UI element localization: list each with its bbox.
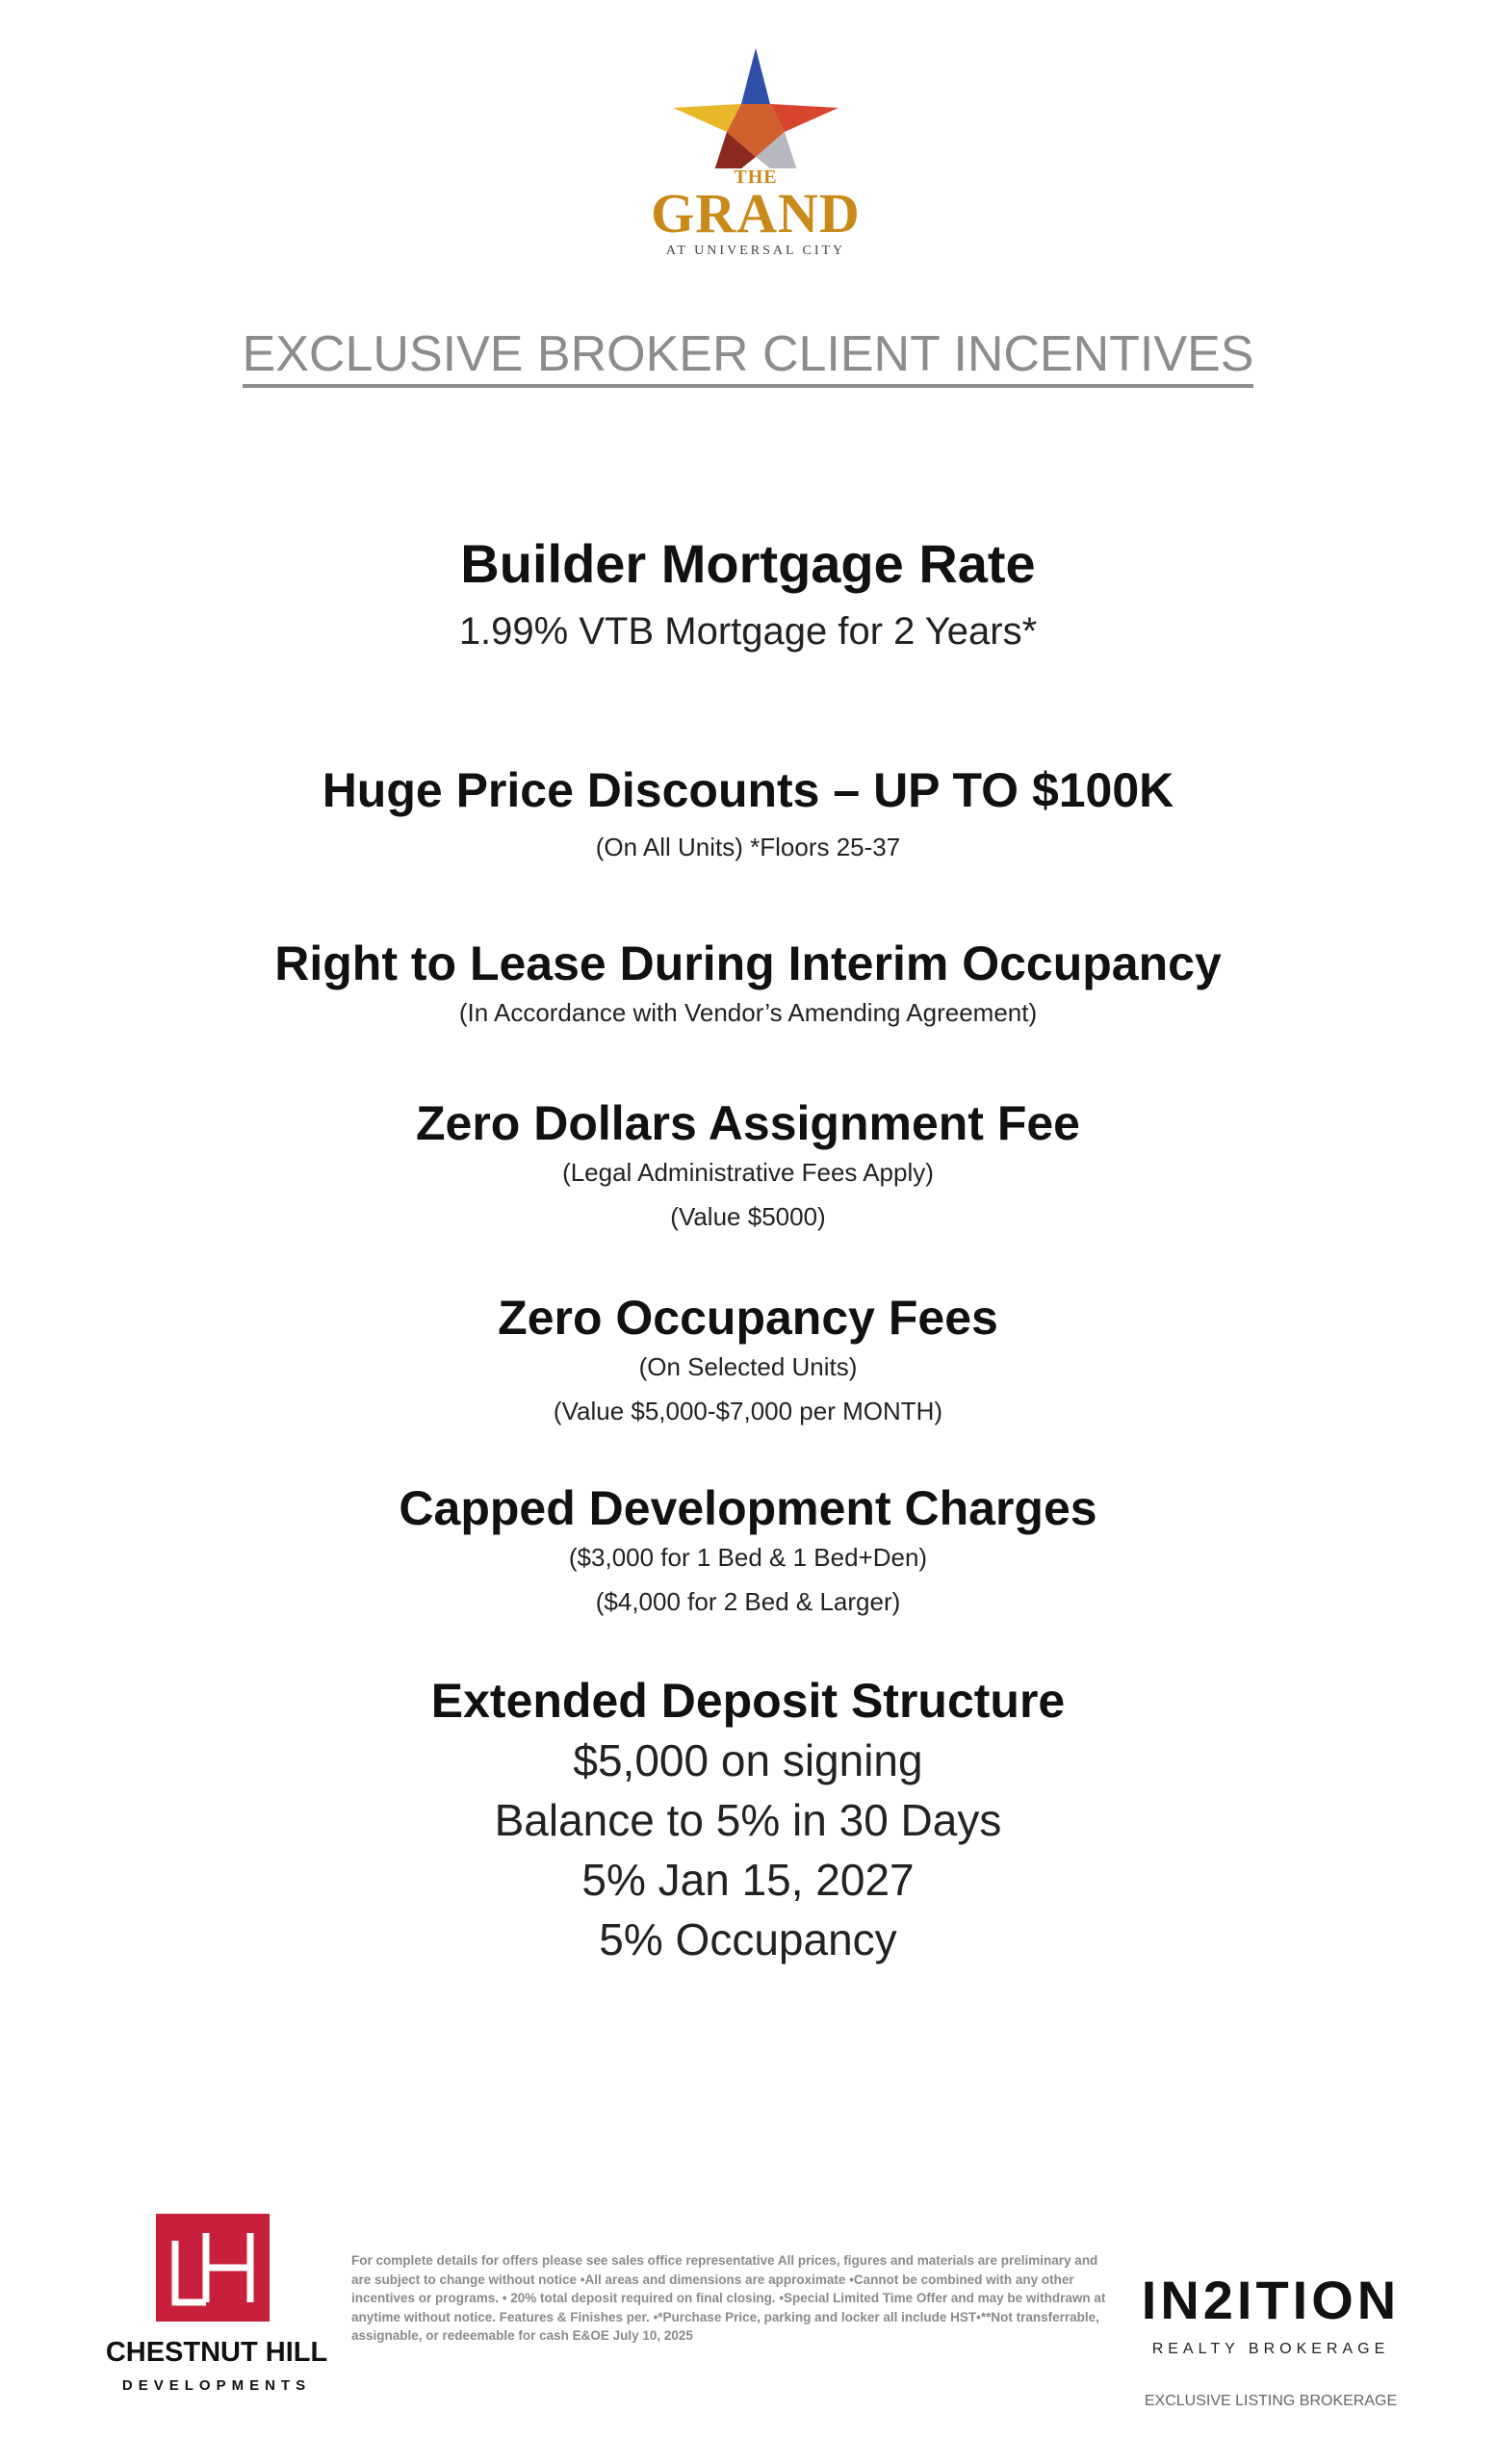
incentive-line: ($3,000 for 1 Bed & 1 Bed+Den) bbox=[568, 1543, 928, 1572]
incentive-title: Zero Occupancy Fees bbox=[498, 1291, 998, 1345]
incentive-title: Right to Lease During Interim Occupancy bbox=[274, 937, 1222, 990]
in2ition-logo bbox=[1122, 2270, 1420, 2409]
incentive-line: 1.99% VTB Mortgage for 2 Years* bbox=[458, 610, 1038, 653]
incentive-title: Builder Mortgage Rate bbox=[460, 533, 1036, 594]
incentive-deposit bbox=[0, 1671, 1496, 1969]
incentive-assignment bbox=[0, 1093, 1496, 1236]
incentive-line: (On Selected Units) bbox=[638, 1352, 858, 1381]
brokerage-tag: EXCLUSIVE LISTING BROKERAGE bbox=[1144, 2393, 1398, 2409]
chestnut-hill-logo bbox=[96, 2214, 337, 2397]
brand-tagline: AT UNIVERSAL CITY bbox=[665, 244, 846, 258]
incentive-line: (In Accordance with Vendor’s Amending Agreement) bbox=[458, 998, 1038, 1027]
incentive-line: (Value $5000) bbox=[670, 1202, 826, 1231]
chestnut-hill-mark-icon bbox=[156, 2214, 270, 2322]
deposit-line: 5% Occupancy bbox=[599, 1914, 897, 1964]
incentive-discounts bbox=[0, 760, 1496, 866]
deposit-line: $5,000 on signing bbox=[573, 1735, 923, 1785]
incentive-line: ($4,000 for 2 Bed & Larger) bbox=[595, 1587, 901, 1616]
incentive-development-charges bbox=[0, 1478, 1496, 1621]
disclaimer: For complete details for offers please see sales office representative All prices, figures and materials are preliminary and are subject to change without notice •All areas and dimensions are approximate •Cannot be combined with any other incentives or programs. • 20% total deposit required on final closing. •Special Limited Time Offer and may be withdrawn at anytime without notice. Features & Finishes per. •*Purchase Price, parking and locker all include HST•**Not transferrable, assignable, or redeemable for cash E&OE July 10, 2025 bbox=[351, 2253, 1106, 2343]
page-title: EXCLUSIVE BROKER CLIENT INCENTIVES bbox=[0, 323, 1496, 385]
incentive-lease bbox=[0, 934, 1496, 1032]
incentive-title: Capped Development Charges bbox=[399, 1481, 1097, 1535]
incentive-line: (On All Units) *Floors 25-37 bbox=[595, 833, 901, 861]
incentive-mortgage bbox=[0, 531, 1496, 658]
grand-logo bbox=[640, 43, 871, 265]
incentive-occupancy bbox=[0, 1288, 1496, 1430]
incentive-title: Extended Deposit Structure bbox=[430, 1674, 1066, 1728]
incentive-line: (Legal Administrative Fees Apply) bbox=[562, 1158, 934, 1187]
incentive-title: Zero Dollars Assignment Fee bbox=[416, 1096, 1080, 1150]
developer-sub: DEVELOPMENTS bbox=[121, 2377, 312, 2394]
star-icon bbox=[640, 43, 871, 168]
incentive-title: Huge Price Discounts – UP TO $100K bbox=[322, 763, 1174, 817]
incentive-line: (Value $5,000-$7,000 per MONTH) bbox=[553, 1397, 943, 1425]
brand-the: THE bbox=[734, 167, 778, 188]
brand-name: GRAND bbox=[651, 182, 861, 244]
deposit-line: Balance to 5% in 30 Days bbox=[494, 1795, 1002, 1845]
deposit-line: 5% Jan 15, 2027 bbox=[581, 1855, 915, 1905]
star-point-top bbox=[741, 48, 770, 104]
developer-name: CHESTNUT HILL bbox=[105, 2337, 328, 2368]
brokerage-name: IN2ITION bbox=[1141, 2270, 1401, 2330]
brokerage-sub: REALTY BROKERAGE bbox=[1151, 2341, 1390, 2357]
